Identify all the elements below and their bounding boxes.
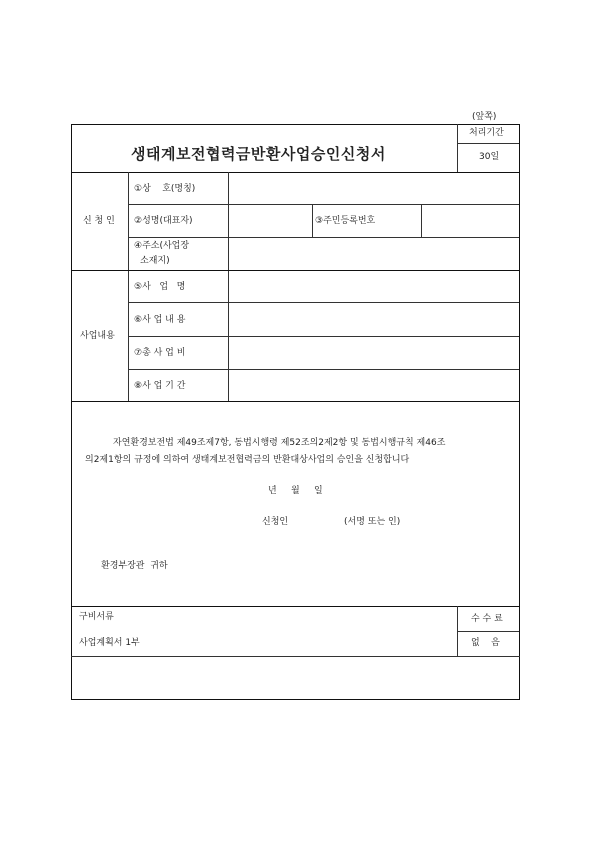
processing-divider [457, 143, 519, 144]
date-line: 년 월 일 [268, 486, 323, 496]
fee-row-line [457, 631, 519, 632]
processing-period-value: 30일 [479, 152, 500, 162]
label-column-divider [228, 172, 229, 401]
row-line-4 [128, 336, 519, 337]
fee-label: 수 수 료 [471, 614, 503, 624]
business-section-label: 사업내용 [80, 331, 115, 341]
resident-number-divider-right [421, 204, 422, 237]
row-line-5 [128, 369, 519, 370]
statement-line-2: 의2제1항의 규정에 의하여 생태계보전협력금의 반환대상사업의 승인을 신청합니다 [85, 455, 410, 465]
project-name-label: ⑤사 업 명 [134, 282, 186, 292]
business-name-label: ①상 호(명칭) [134, 184, 196, 194]
processing-period-label: 처리기간 [469, 128, 504, 138]
resident-number-label: ③주민등록번호 [315, 216, 376, 226]
row-line-1 [128, 204, 519, 205]
page-side-note: (앞쪽) [472, 112, 497, 122]
total-cost-label: ⑦총 사 업 비 [134, 348, 186, 358]
project-content-label: ⑥사 업 내 용 [134, 315, 186, 325]
section-column-divider [128, 172, 129, 401]
recipient-line: 환경부장관 귀하 [101, 561, 168, 571]
form-title: 생태계보전협력금반환사업승인신청서 [131, 145, 386, 163]
row-line-3 [128, 302, 519, 303]
form-border-left [71, 124, 72, 699]
applicant-bottom-line [71, 270, 520, 271]
form-border-bottom [71, 699, 520, 700]
signer-label: 신청인 [262, 517, 289, 527]
form-border-right [519, 124, 520, 699]
statement-line-1: 자연환경보전법 제49조제7항, 동법시행령 제52조의2제2항 및 동법시행규칙 제46조 [113, 438, 446, 448]
business-period-label: ⑧사 업 기 간 [134, 381, 186, 391]
statement-bottom-line [71, 606, 520, 607]
business-bottom-line [71, 401, 520, 402]
address-label-line2: 소재지) [140, 256, 170, 266]
row-line-2 [128, 237, 519, 238]
title-bottom-line [71, 172, 520, 173]
attachments-label: 구비서류 [79, 612, 114, 622]
attachments-item: 사업계획서 1부 [79, 638, 140, 648]
resident-number-divider-left [312, 204, 313, 237]
address-label-line1: ④주소(사업장 [134, 241, 190, 251]
form-border-top [71, 124, 520, 125]
name-label: ②성명(대표자) [134, 216, 193, 226]
title-divider [457, 124, 458, 172]
signature-note: (서명 또는 인) [344, 517, 401, 527]
fee-value: 없 음 [471, 638, 500, 648]
fee-bottom-line [71, 656, 520, 657]
applicant-section-label: 신 청 인 [83, 216, 115, 226]
